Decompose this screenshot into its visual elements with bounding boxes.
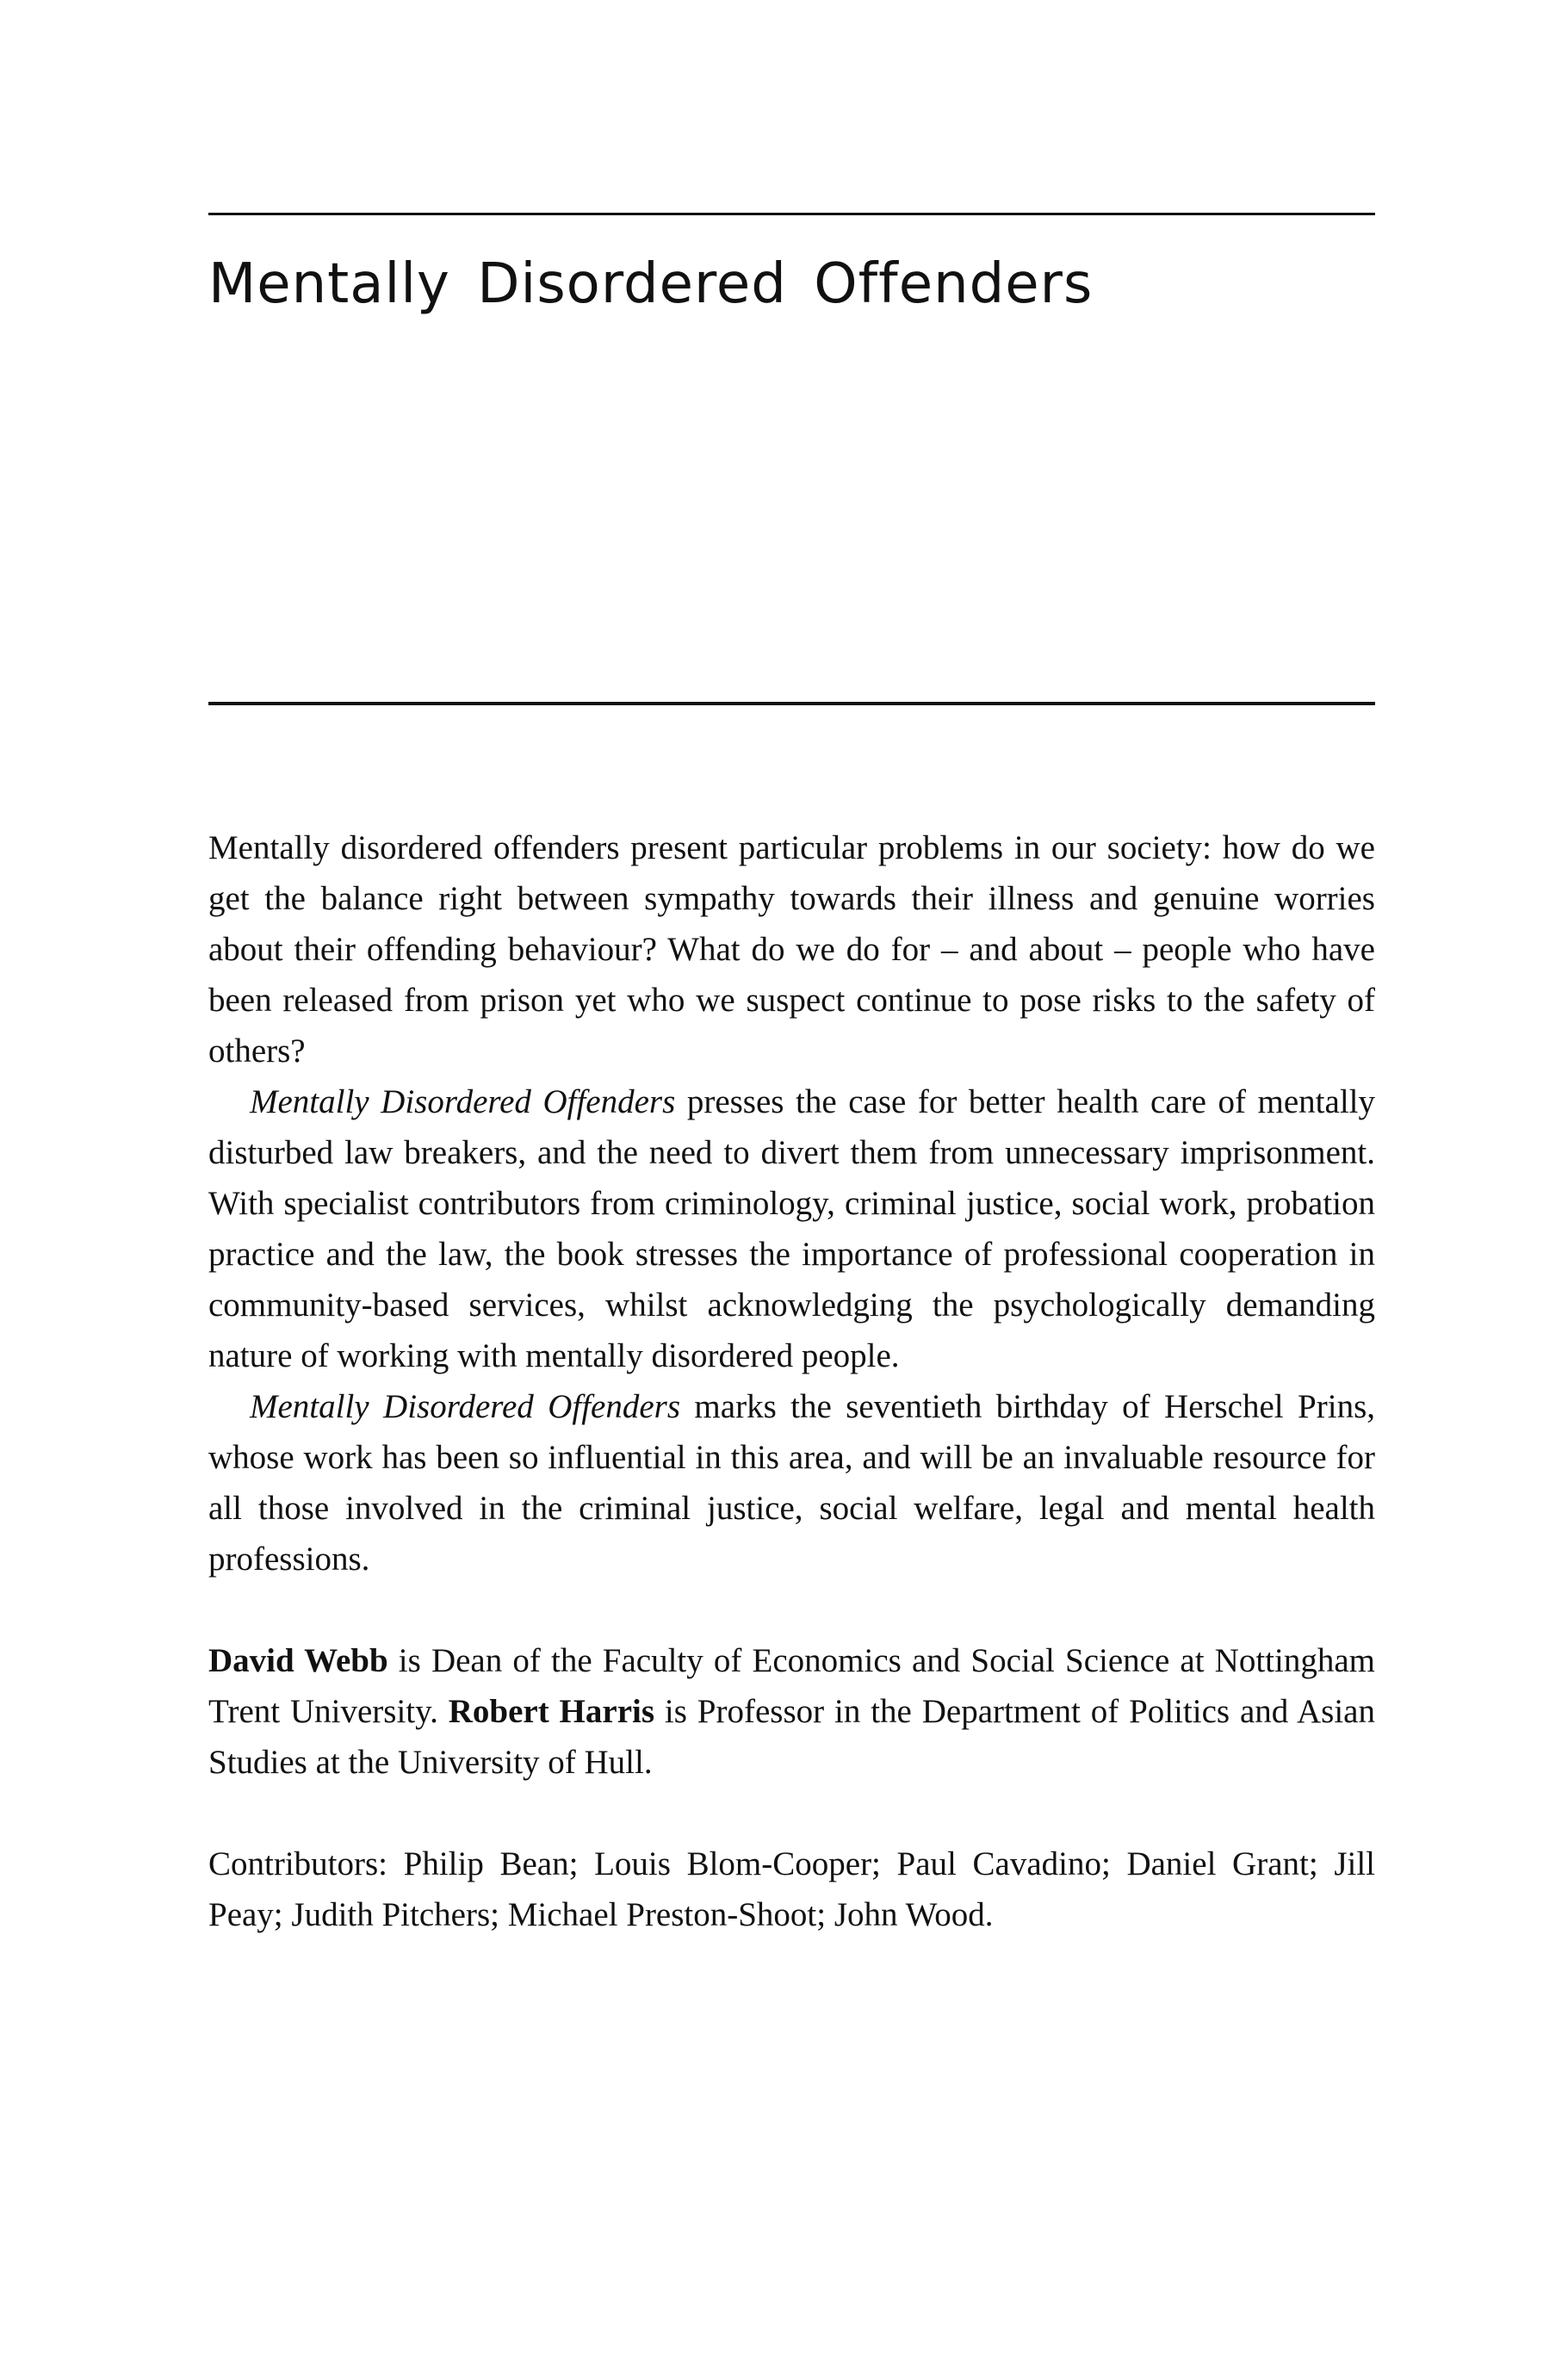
authors-paragraph bbox=[208, 1635, 1375, 1788]
contributors-paragraph: Contributors: Philip Bean; Louis Blom-Cooper; Paul Cavadino; Daniel Grant; Jill Peay; Judith Pitchers; Michael Preston-Shoot; John Wood. bbox=[208, 1845, 1375, 1933]
blurb-paragraph-3 bbox=[208, 1381, 1375, 1584]
page-title: Mentally Disordered Offenders bbox=[208, 252, 1094, 316]
top-rule bbox=[208, 213, 1375, 215]
book-title-italic: Mentally Disordered Offenders bbox=[250, 1083, 676, 1120]
author-1-bio: is Dean of the Faculty of Economics and Social Science at Nottingham Trent University. bbox=[208, 1642, 1375, 1730]
author-2-bio: is Professor in the Department of Politics and Asian Studies at the University of Hull. bbox=[208, 1693, 1375, 1781]
blurb-paragraph-2 bbox=[208, 1076, 1375, 1381]
book-title-italic: Mentally Disordered Offenders bbox=[250, 1388, 681, 1425]
author-2-name: Robert Harris bbox=[448, 1693, 655, 1730]
author-1-name: David Webb bbox=[208, 1642, 388, 1679]
blurb-paragraph-2-text: presses the case for better health care of mentally disturbed law breakers, and the need to divert them from unnecessary imprisonment. With specialist contributors from criminology, criminal justice, social work, probation practice and the law, the book stresses the importance of professional cooperation in community-based services, whilst acknowledging the psychologically demanding nature of working with mentally disordered people. bbox=[208, 1083, 1375, 1374]
blurb-paragraph-3-text: marks the seventieth birthday of Herschel Prins, whose work has been so influential in this area, and will be an invaluable resource for all those involved in the criminal justice, social welfare, legal and mental health professions. bbox=[208, 1388, 1375, 1578]
blurb-paragraph-1: Mentally disordered offenders present particular problems in our society: how do we get the balance right between sympathy towards their illness and genuine worries about their offending behaviour? What do we do for – and about – people who have been released from prison yet who we suspect continue to pose risks to the safety of others? bbox=[208, 829, 1375, 1070]
blurb-text bbox=[208, 822, 1375, 1940]
bottom-rule bbox=[208, 702, 1375, 705]
